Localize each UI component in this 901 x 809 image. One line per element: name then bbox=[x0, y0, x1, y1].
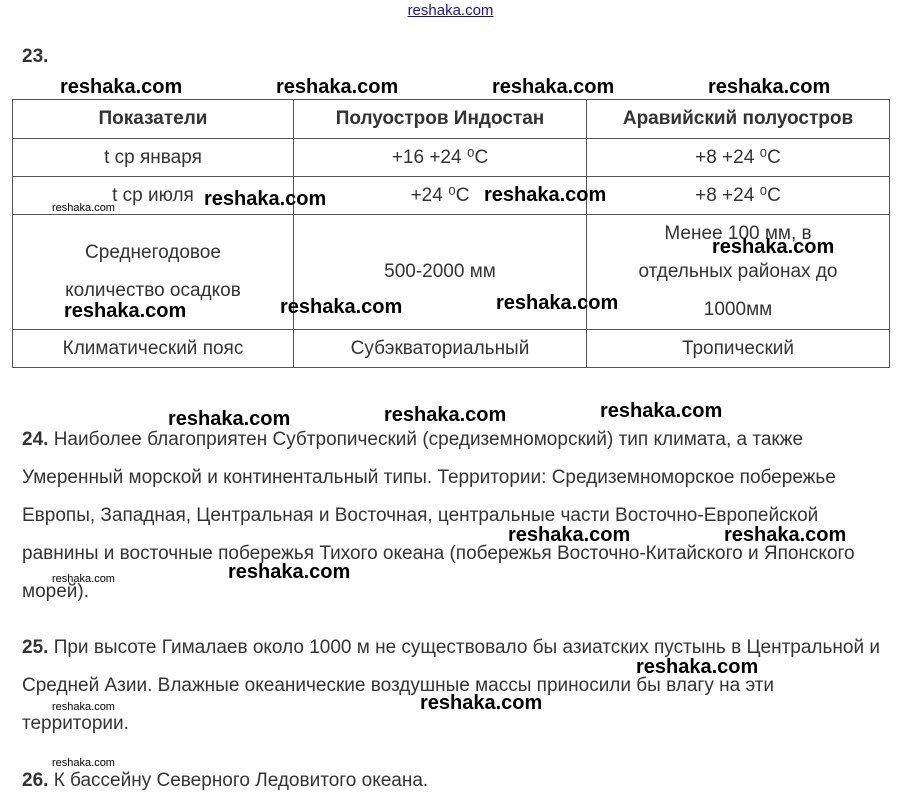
question-24-text: Наиболее благоприятен Субтропический (средиземноморский) тип климата, а также Умеренный морской и континентальный типы. Территории: Средиземноморское побережье Европы, Западная, Центральная и Восточная, центральные части Восточно-Европейской равнины и восточные побережья Тихого океана (побережья Восточно-Китайского и Японского морей). bbox=[22, 429, 855, 602]
site-header-link[interactable]: reshaka.com bbox=[407, 2, 494, 19]
watermark: reshaka.com bbox=[64, 300, 187, 322]
table-cell: t ср июля bbox=[13, 177, 294, 215]
question-24-number: 24. bbox=[22, 429, 49, 450]
cell-line: количество осадков bbox=[65, 280, 241, 301]
watermark: reshaka.com bbox=[60, 76, 183, 98]
watermark-small: reshaka.com bbox=[52, 701, 115, 713]
question-26-paragraph bbox=[22, 762, 882, 800]
cell-line: Менее 100 мм, в bbox=[664, 223, 812, 244]
watermark: reshaka.com bbox=[168, 408, 291, 430]
climate-comparison-table bbox=[12, 99, 890, 368]
question-23-number: 23. bbox=[22, 46, 49, 67]
table-cell: Тропический bbox=[587, 330, 890, 368]
table-cell: +8 +24 ⁰С bbox=[587, 139, 890, 177]
table-header-cell: Полуостров Индостан bbox=[294, 100, 587, 139]
watermark: reshaka.com bbox=[384, 404, 507, 426]
watermark: reshaka.com bbox=[484, 184, 607, 206]
table-cell: Климатический пояс bbox=[13, 330, 294, 368]
watermark: reshaka.com bbox=[712, 236, 835, 258]
table-cell: 500-2000 мм bbox=[294, 215, 587, 330]
question-25-paragraph bbox=[22, 629, 882, 743]
question-25-text: При высоте Гималаев около 1000 м не существовало бы азиатских пустынь в Центральной и Средней Азии. Влажные океанические воздушные массы приносили бы влагу на эти территории. bbox=[22, 637, 880, 734]
watermark: reshaka.com bbox=[204, 188, 327, 210]
cell-line: 1000мм bbox=[703, 299, 773, 320]
watermark: reshaka.com bbox=[508, 524, 631, 546]
watermark-small: reshaka.com bbox=[52, 573, 115, 585]
table-cell: +24 ⁰С bbox=[294, 177, 587, 215]
watermark: reshaka.com bbox=[636, 656, 759, 678]
table-row bbox=[13, 177, 890, 215]
cell-line: отдельных районах до bbox=[638, 261, 838, 282]
table-row bbox=[13, 139, 890, 177]
table-cell: +8 +24 ⁰С bbox=[587, 177, 890, 215]
cell-line: Среднегодовое bbox=[85, 242, 221, 263]
question-26-number: 26. bbox=[22, 770, 49, 791]
question-24-paragraph bbox=[22, 421, 882, 611]
table-cell: Субэкваториальный bbox=[294, 330, 587, 368]
watermark: reshaka.com bbox=[228, 561, 351, 583]
watermark-small: reshaka.com bbox=[52, 202, 115, 214]
watermark: reshaka.com bbox=[420, 692, 543, 714]
table-header-row bbox=[13, 100, 890, 139]
watermark: reshaka.com bbox=[724, 524, 847, 546]
watermark: reshaka.com bbox=[280, 296, 403, 318]
watermark: reshaka.com bbox=[708, 76, 831, 98]
table-row bbox=[13, 330, 890, 368]
watermark-small: reshaka.com bbox=[52, 757, 115, 769]
question-26-text: К бассейну Северного Ледовитого океана. bbox=[48, 770, 429, 791]
question-25-number: 25. bbox=[22, 637, 49, 658]
table-cell bbox=[587, 215, 890, 330]
watermark: reshaka.com bbox=[492, 76, 615, 98]
watermark: reshaka.com bbox=[276, 76, 399, 98]
table-cell: +16 +24 ⁰С bbox=[294, 139, 587, 177]
table-header-cell: Аравийский полуостров bbox=[587, 100, 890, 139]
table-header-cell: Показатели bbox=[13, 100, 294, 139]
watermark: reshaka.com bbox=[496, 292, 619, 314]
watermark: reshaka.com bbox=[600, 400, 723, 422]
table-cell: t ср января bbox=[13, 139, 294, 177]
